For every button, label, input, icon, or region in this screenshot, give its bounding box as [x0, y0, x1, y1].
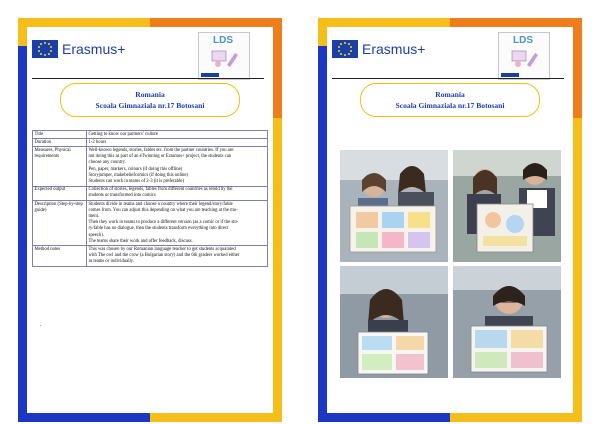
table-row	[33, 131, 268, 139]
table-value	[87, 131, 268, 139]
frame-bar	[18, 46, 27, 422]
activity-table	[32, 130, 268, 267]
document-page-right	[318, 18, 582, 422]
table-line: choose any country.	[88, 160, 126, 166]
frame-bar	[318, 413, 450, 422]
table-line: 1-2 hours	[88, 139, 107, 145]
table-row	[33, 201, 268, 246]
table-line: Collection of stories, legends, fables from different countries as retold by the	[88, 187, 233, 193]
table-line: Students can work in teams of 2-3 (it is preferable)	[88, 178, 184, 184]
school-title: Scoala Gimnaziala nr.17 Botosani	[95, 101, 205, 110]
eu-flag-icon	[332, 40, 358, 58]
table-key: Expected output	[33, 186, 87, 200]
country-title: Romania	[435, 90, 465, 99]
table-line: The teams share their work and offer feedback, discuss.	[88, 238, 193, 244]
table-key: Measures, Physical requirements	[33, 147, 87, 186]
table-line: speech).	[88, 232, 104, 238]
table-line: This was chosen by our Romanian language teacher to get students acquainted	[88, 246, 236, 252]
photo-student-comic-bottom-left	[340, 266, 448, 378]
table-line: Pen, paper, markers, colours (if doing this offline)	[88, 166, 183, 172]
frame-bar	[450, 18, 582, 27]
frame-bar	[318, 46, 327, 422]
table-row	[33, 186, 268, 200]
table-row	[33, 139, 268, 147]
frame-bar	[450, 413, 582, 422]
school-title: Scoala Gimnaziala nr.17 Botosani	[395, 101, 505, 110]
eu-cofunded-strip	[501, 73, 519, 77]
table-key: Method notes	[33, 246, 87, 267]
lds-illustration-icon	[509, 47, 539, 69]
photo-students-comic-top-right	[453, 150, 561, 262]
table-line: with The owl and the crow (a Bulgarian story) and the 6th graders worked either	[88, 253, 240, 259]
table-line: students or transformed into comics	[88, 193, 156, 199]
frame-bar	[150, 18, 282, 27]
table-line: ment.	[88, 213, 100, 219]
school-title-box	[60, 83, 240, 117]
lds-logo-text: LDS	[513, 35, 533, 46]
table-line: Getting to know our partners’ culture	[88, 131, 159, 137]
erasmus-logo	[32, 40, 125, 58]
frame-bar	[18, 413, 150, 422]
table-value	[87, 139, 268, 147]
table-key: Title	[33, 131, 87, 139]
table-row	[33, 246, 268, 267]
table-key: Duration	[33, 139, 87, 147]
footnote-mark: .	[40, 322, 42, 328]
erasmus-logo-text: Erasmus+	[362, 41, 426, 57]
table-line: Well-known legends, stories, fables etc. from the partner countries. If you are	[88, 147, 234, 153]
frame-bar	[150, 413, 282, 422]
table-value	[87, 246, 268, 267]
document-page-left	[18, 18, 282, 422]
table-line: ry/fable has no dialogue, then the students transform everything into direct	[88, 226, 229, 232]
table-line: Then they work in teams to produce a different version (as a comic or if the sto-	[88, 220, 239, 226]
eu-flag-icon	[32, 40, 58, 58]
frame-bar	[573, 118, 582, 422]
frame-bar	[273, 118, 282, 422]
eu-cofunded-strip	[201, 73, 219, 77]
table-line: in teams or individually.	[88, 259, 135, 265]
table-line: not doing this as part of an eTwinning or Erasmus+ project, the students can	[88, 154, 232, 160]
frame-bar	[273, 18, 282, 118]
frame-bar	[318, 18, 450, 27]
country-title: Romania	[135, 90, 165, 99]
table-value	[87, 201, 268, 246]
table-key: Description (Step-by-step guide)	[33, 201, 87, 246]
table-line: comes from. You can adjust this depending on what you are teaching at the mo-	[88, 207, 238, 213]
table-value	[87, 147, 268, 186]
table-value	[87, 186, 268, 200]
erasmus-logo	[332, 40, 425, 58]
lds-illustration-icon	[209, 47, 239, 69]
table-line: Students divide in teams and choose a country where their legend/story/fable	[88, 201, 233, 207]
frame-bar	[318, 18, 327, 46]
lds-project-logo	[198, 32, 250, 80]
frame-bar	[18, 18, 150, 27]
header-divider	[32, 78, 264, 79]
frame-bar	[18, 18, 27, 46]
school-title-box	[360, 83, 540, 117]
lds-logo-text: LDS	[213, 35, 233, 46]
photo-student-comic-bottom-right	[453, 266, 561, 378]
photo-students-poster-top-left	[340, 150, 448, 262]
table-row	[33, 147, 268, 186]
header-divider	[332, 78, 564, 79]
lds-project-logo	[498, 32, 550, 80]
table-line: Storyjumper, makebeliefcomics (if doing this online)	[88, 172, 189, 178]
frame-bar	[573, 18, 582, 118]
erasmus-logo-text: Erasmus+	[62, 41, 126, 57]
